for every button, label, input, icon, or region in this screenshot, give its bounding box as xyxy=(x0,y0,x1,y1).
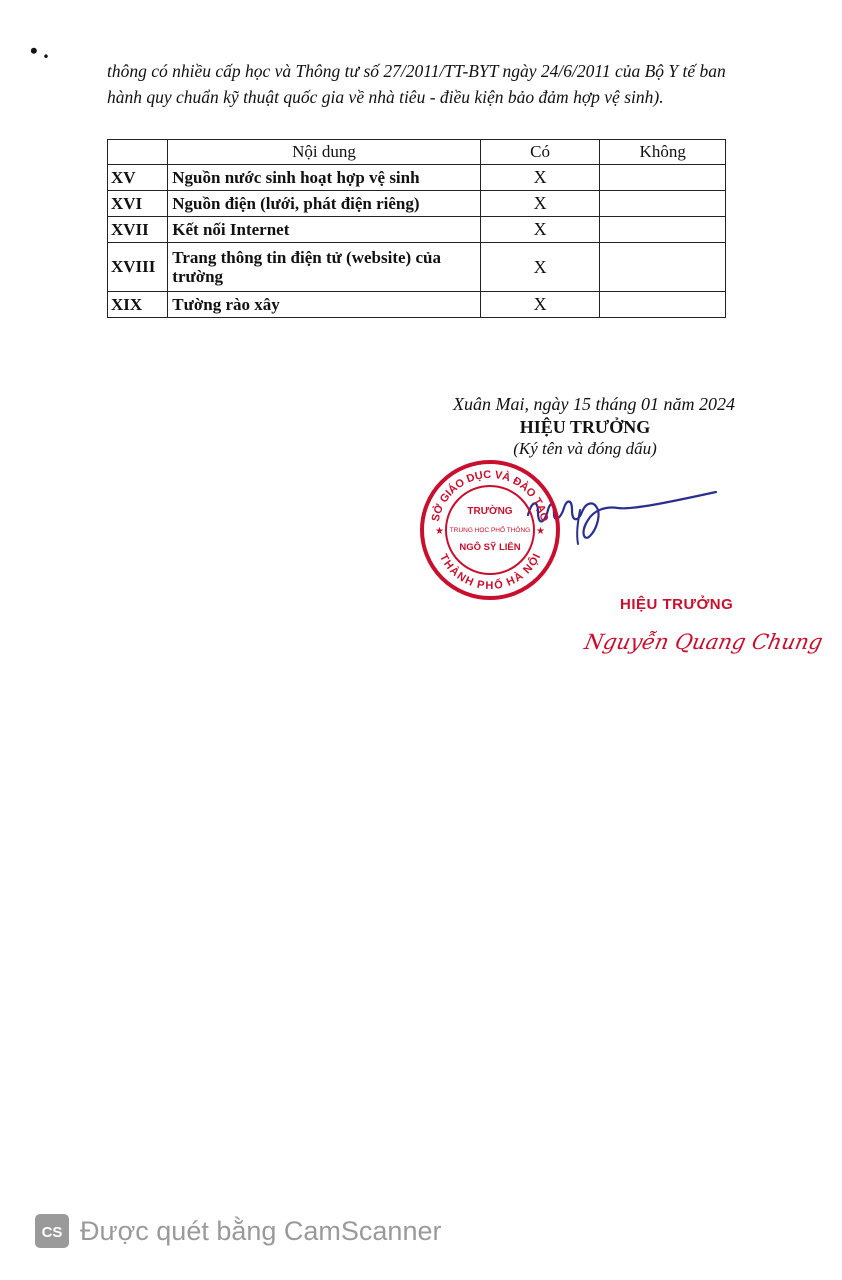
header-yes: Có xyxy=(480,140,600,165)
table-row xyxy=(108,292,726,318)
principal-name: Nguyễn Quang Chung xyxy=(582,630,825,654)
row-yes: X xyxy=(480,243,600,292)
watermark-text: Được quét bằng CamScanner xyxy=(80,1215,442,1246)
seal-line-3: NGÔ SỸ LIÊN xyxy=(459,542,521,553)
row-yes: X xyxy=(480,217,600,243)
principal-stamp-label: HIỆU TRƯỞNG xyxy=(620,596,734,613)
header-number xyxy=(108,140,168,165)
intro-paragraph: thông có nhiều cấp học và Thông tư số 27/2011/TT-BYT ngày 24/6/2011 của Bộ Y tế ban hành quy chuẩn kỹ thuật quốc gia về nhà tiêu - điều kiện bảo đảm hợp vệ sinh). xyxy=(107,61,726,107)
seal-star-left: ★ xyxy=(435,526,444,537)
row-yes: X xyxy=(480,292,600,318)
row-number: XVII xyxy=(108,217,168,243)
signature-block xyxy=(400,392,770,460)
row-number: XVI xyxy=(108,191,168,217)
facilities-table xyxy=(107,139,726,318)
table-row xyxy=(108,243,726,292)
signature-title: HIỆU TRƯỞNG xyxy=(519,417,651,437)
seal-outer-text: SỞ GIÁO DỤC VÀ ĐÀO TẠO xyxy=(429,468,551,523)
seal-bottom-text: THÀNH PHỐ HÀ NỘI xyxy=(436,552,544,593)
row-content: Nguồn điện (lưới, phát điện riêng) xyxy=(168,191,481,217)
row-number: XIX xyxy=(108,292,168,318)
row-number: XV xyxy=(108,165,168,191)
school-seal xyxy=(418,458,562,602)
header-no: Không xyxy=(600,140,726,165)
table-row xyxy=(108,217,726,243)
row-no xyxy=(600,292,726,318)
table-row xyxy=(108,165,726,191)
seal-line-2: TRUNG HỌC PHỔ THÔNG xyxy=(449,527,531,534)
row-no xyxy=(600,165,726,191)
row-number: XVIII xyxy=(108,243,168,292)
header-content: Nội dung xyxy=(168,140,481,165)
camscanner-icon xyxy=(34,1213,70,1249)
row-content: Trang thông tin điện tử (website) của trường xyxy=(168,243,481,292)
table-row xyxy=(108,191,726,217)
scanner-watermark xyxy=(34,1213,441,1249)
scan-marks: • . xyxy=(30,38,49,63)
row-yes: X xyxy=(480,191,600,217)
row-content: Nguồn nước sinh hoạt hợp vệ sinh xyxy=(168,165,481,191)
signature-note: (Ký tên và đóng dấu) xyxy=(513,439,657,458)
row-content: Kết nối Internet xyxy=(168,217,481,243)
row-content: Tường rào xây xyxy=(168,292,481,318)
seal-line-1: TRƯỜNG xyxy=(467,506,513,517)
seal-star-right: ★ xyxy=(536,526,545,537)
row-no xyxy=(600,217,726,243)
place-date: Xuân Mai, ngày 15 tháng 01 năm 2024 xyxy=(453,394,735,414)
row-no xyxy=(600,191,726,217)
svg-text:CS: CS xyxy=(41,1224,63,1241)
row-yes: X xyxy=(480,165,600,191)
table-header-row xyxy=(108,140,726,165)
row-no xyxy=(600,243,726,292)
